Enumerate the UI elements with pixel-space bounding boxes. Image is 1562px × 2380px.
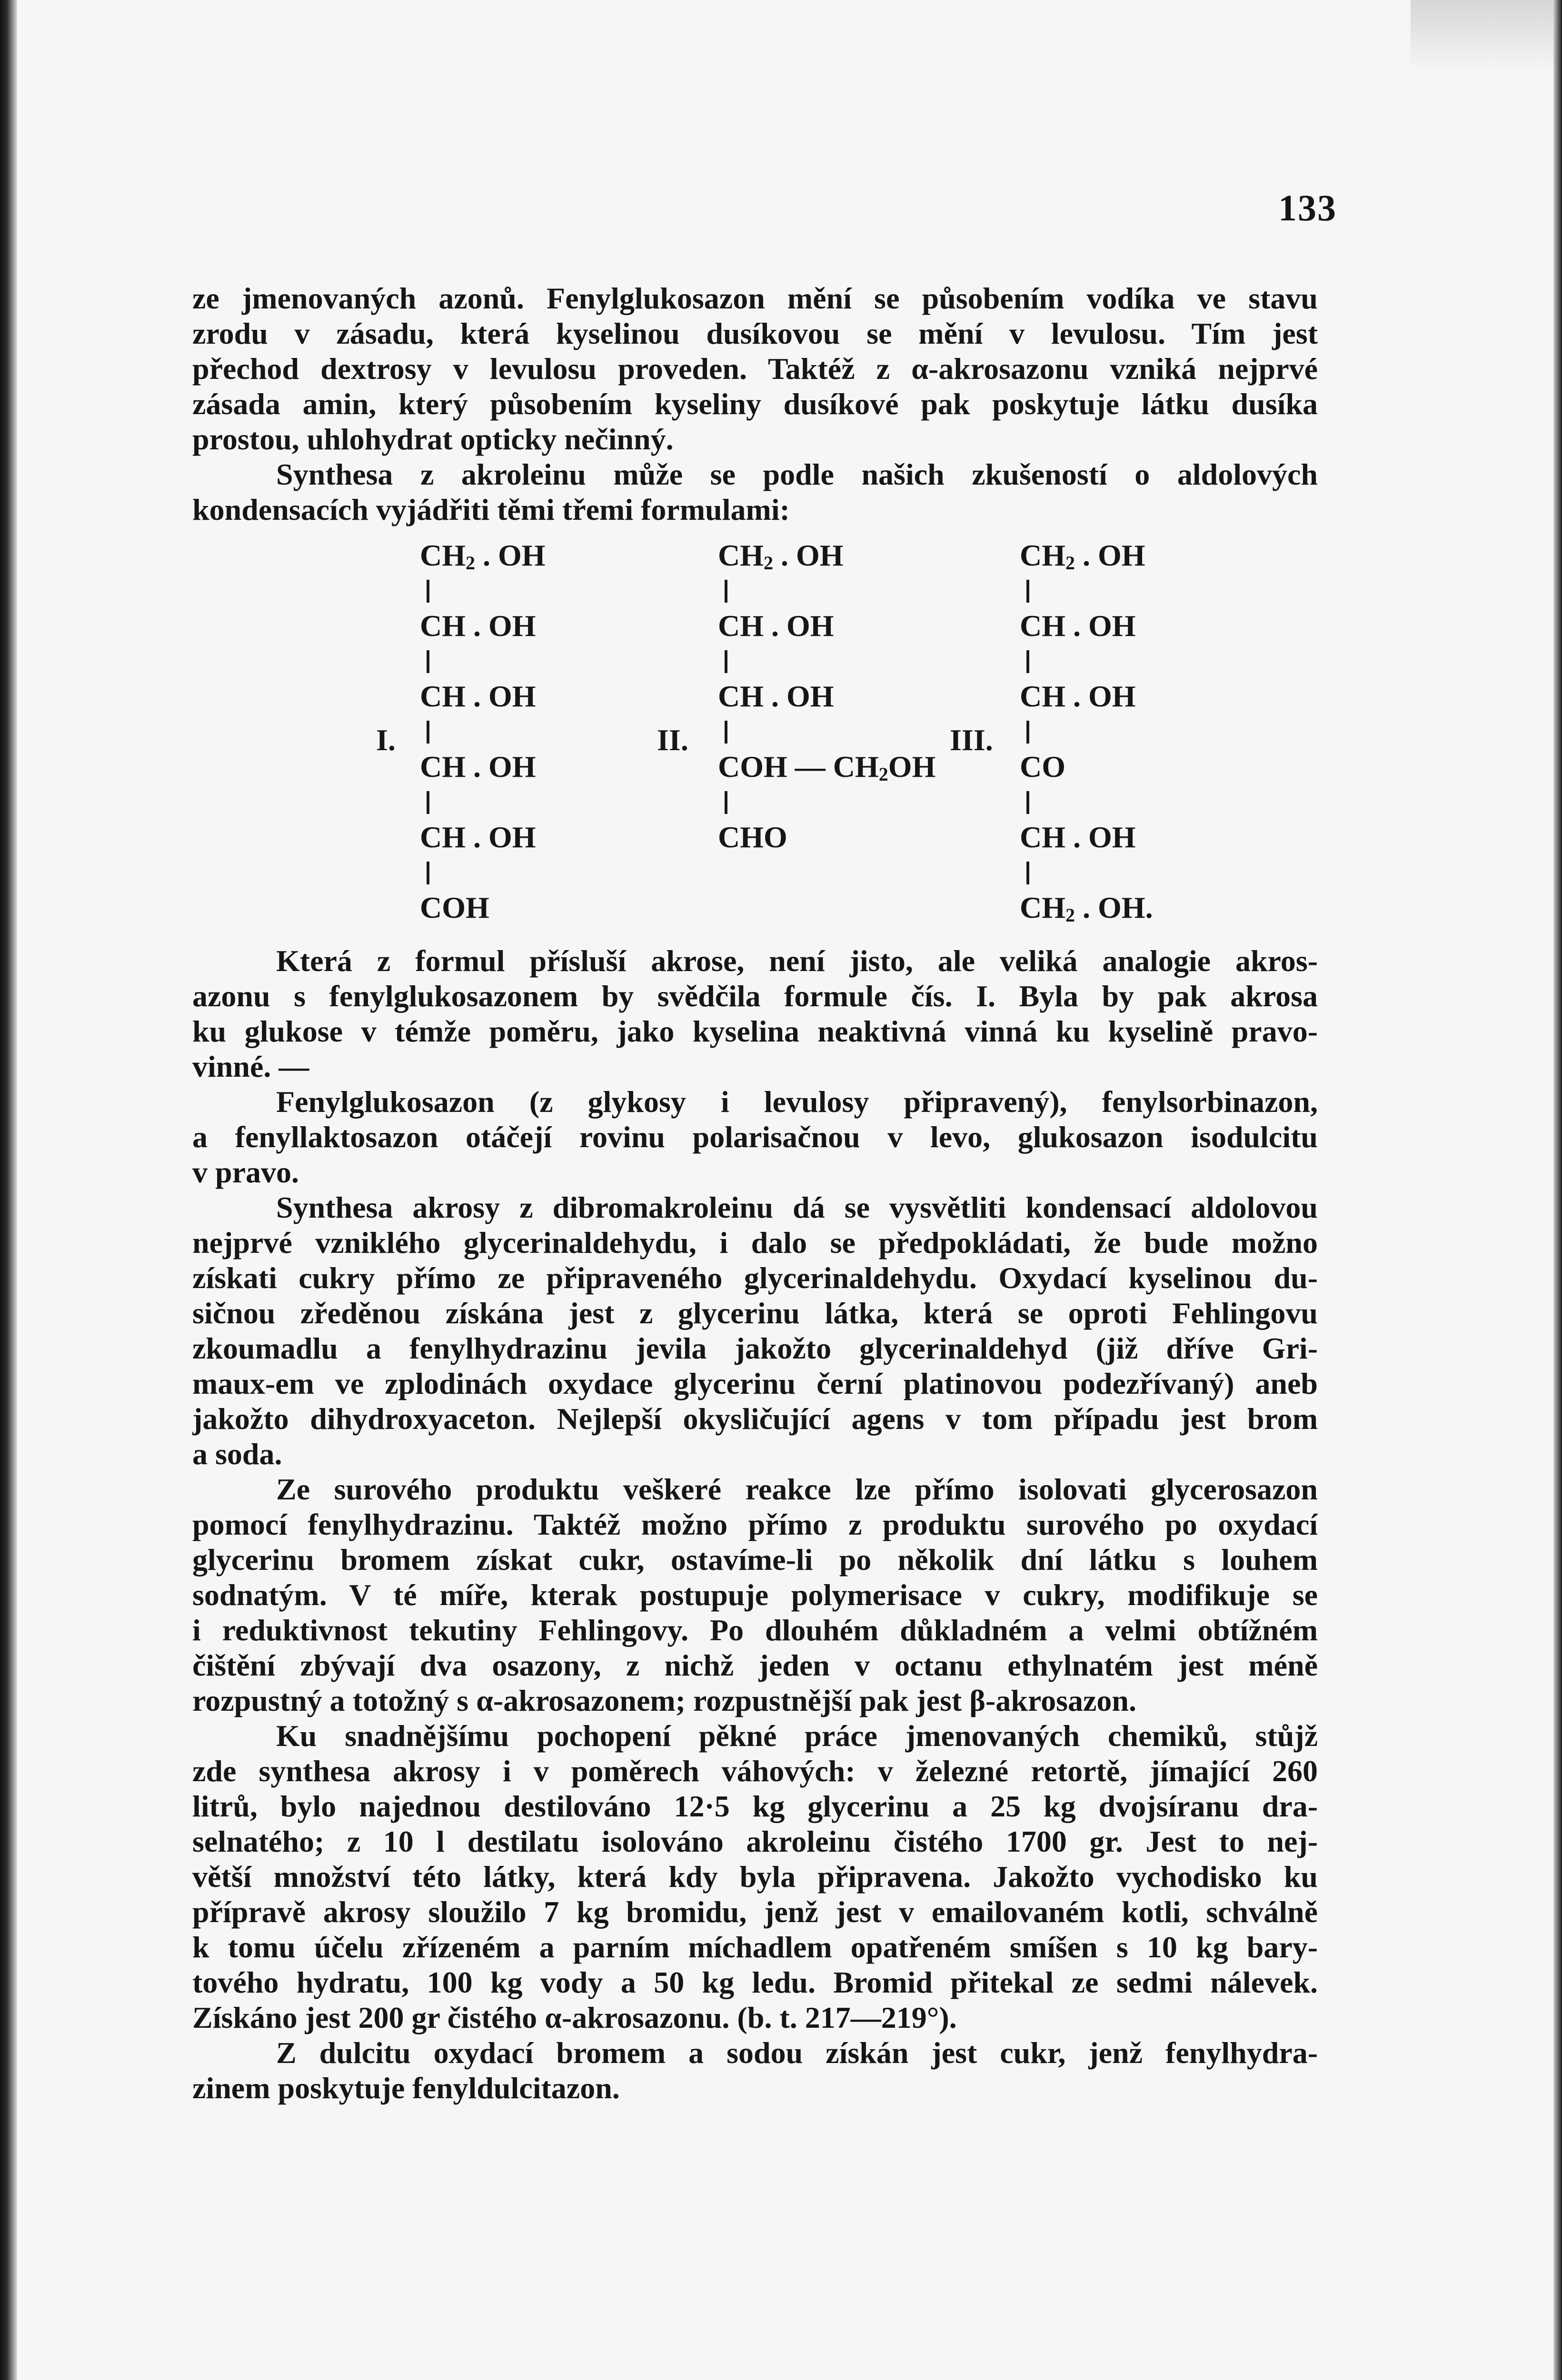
text-line: a soda. (192, 1437, 282, 1471)
formula-group: CH . OH (718, 609, 834, 643)
page-number: 133 (1278, 187, 1337, 228)
text-line: zkoumadlu a fenylhydrazinu jevila jakožto glycerinaldehyd (již dříve Gri- (192, 1331, 1318, 1365)
formula-group: $CH_2$ . OH (420, 538, 546, 574)
text-line: Získáno jest 200 gr čistého α-akrosazonu. (b. t. 217—219°). (192, 2001, 957, 2034)
text-line: i reduktivnost tekutiny Fehlingovy. Po dlouhém důkladném a velmi obtížném (192, 1613, 1318, 1647)
text-line: sodnatým. V té míře, kterak postupuje polymerisace v cukry, modifikuje se (192, 1578, 1318, 1612)
formula-group: $CH_2$ . OH (718, 538, 844, 574)
single-bond (725, 721, 727, 744)
text-line: zde synthesa akrosy i v poměrech váhových: v železné retortě, jímající 260 (192, 1754, 1318, 1788)
text-line: větší množství této látky, která kdy byla připravena. Jakožto vychodisko ku (192, 1860, 1318, 1894)
text-line: Která z formul přísluší akrose, není jisto, ale veliká analogie akros- (276, 944, 1318, 978)
formula-group: CH . OH (1020, 820, 1136, 854)
text-line: Z dulcitu oxydací bromem a sodou získán jest cukr, jenž fenylhydra- (276, 2036, 1318, 2070)
text-line: litrů, bylo najednou destilováno 12·5 kg glycerinu a 25 kg dvojsíranu dra- (192, 1789, 1318, 1823)
formula-group: CH . OH (420, 679, 536, 713)
text-line: přechod dextrosy v levulosu proveden. Taktéž z α-akrosazonu vzniká nejprvé (192, 352, 1318, 386)
single-bond (1026, 862, 1029, 884)
text-line: zrodu v zásadu, která kyselinou dusíkovou se mění v levulosu. Tím jest (192, 317, 1318, 350)
text-line: ku glukose v témže poměru, jako kyselina neaktivná vinná ku kyselině pravo- (192, 1014, 1318, 1048)
text-line: ze jmenovaných azonů. Fenylglukosazon mění se působením vodíka ve stavu (192, 281, 1318, 315)
scan-edge-right (1553, 0, 1562, 2380)
formula-label-1: I. (376, 723, 396, 757)
single-bond (427, 580, 429, 603)
text-line: získati cukry přímo ze připraveného glycerinaldehydu. Oxydací kyselinou du- (192, 1261, 1318, 1295)
text-line: Synthesa z akroleinu může se podle našich zkušeností o aldolových (276, 457, 1318, 491)
text-line: k tomu účelu zřízeném a parním míchadlem opatřeném smíšen s 10 kg bary- (192, 1930, 1318, 1964)
text-line: kondensacích vyjádřiti těmi třemi formulami: (192, 493, 790, 526)
text-line: v pravo. (192, 1155, 299, 1189)
single-bond (427, 650, 429, 673)
text-line: glycerinu bromem získat cukr, ostavíme-li po několik dní látku s louhem (192, 1543, 1318, 1577)
formula-group: CH . OH (1020, 679, 1136, 713)
text-line: přípravě akrosy sloužilo 7 kg bromidu, jenž jest v emailovaném kotli, schválně (192, 1895, 1318, 1929)
text-line: Ku snadnějšímu pochopení pěkné práce jmenovaných chemiků, stůjž (276, 1719, 1318, 1753)
text-line: a fenyllaktosazon otáčejí rovinu polarisačnou v levo, glukosazon isodulcitu (192, 1120, 1318, 1154)
text-line: Ze surového produktu veškeré reakce lze přímo isolovati glycerosazon (276, 1472, 1318, 1506)
formula-group: CH . OH (718, 679, 834, 713)
formula-group: CHO (718, 820, 787, 854)
text-line: rozpustný a totožný s α-akrosazonem; rozpustnější pak jest β-akrosazon. (192, 1684, 1136, 1717)
text-line: sičnou zředěnou získána jest z glycerinu látka, která se oproti Fehlingovu (192, 1296, 1318, 1330)
text-line: prostou, uhlohydrat opticky nečinný. (192, 422, 674, 456)
single-bond (427, 862, 429, 884)
formula-group: CH . OH (1020, 609, 1136, 643)
text-line: pomocí fenylhydrazinu. Taktéž možno přímo z produktu surového po oxydací (192, 1507, 1318, 1541)
single-bond (725, 650, 727, 673)
formula-label-3: III. (950, 723, 993, 757)
single-bond (427, 791, 429, 814)
text-line: vinné. — (192, 1050, 309, 1083)
text-line: tového hydratu, 100 kg vody a 50 kg ledu. Bromid přitekal ze sedmi nálevek. (192, 1965, 1318, 1999)
formula-group: COH (420, 891, 489, 924)
text-line: azonu s fenylglukosazonem by svědčila formule čís. I. Byla by pak akrosa (192, 979, 1318, 1013)
formula-group: $CH_2$ . OH (1020, 538, 1145, 574)
formula-group: $CH_2$ . OH. (1020, 891, 1153, 926)
text-line: selnatého; z 10 l destilatu isolováno akroleinu čistého 1700 gr. Jest to nej- (192, 1825, 1318, 1858)
single-bond (1026, 650, 1029, 673)
scan-edge-left (0, 0, 17, 2380)
text-line: zinem poskytuje fenyldulcitazon. (192, 2071, 620, 2105)
text-line: nejprvé vzniklého glycerinaldehydu, i dalo se předpokládati, že bude možno (192, 1226, 1318, 1259)
single-bond (1026, 721, 1029, 744)
formula-figure (0, 538, 1562, 947)
text-line: čištění zbývají dva osazony, z nichž jeden v octanu ethylnatém jest méně (192, 1648, 1318, 1682)
formula-group: COH — $CH_2OH$ (718, 750, 936, 785)
text-block-bottom (192, 943, 1318, 2106)
formula-group: CH . OH (420, 750, 536, 783)
single-bond (1026, 791, 1029, 814)
text-block-top (192, 281, 1318, 527)
formula-group: CO (1020, 750, 1065, 783)
formula-group: CH . OH (420, 820, 536, 854)
text-line: jakožto dihydroxyaceton. Nejlepší okysličující agens v tom případu jest brom (192, 1402, 1318, 1436)
text-line: Synthesa akrosy z dibromakroleinu dá se vysvětliti kondensací aldolovou (276, 1190, 1318, 1224)
single-bond (1026, 580, 1029, 603)
text-line: Fenylglukosazon (z glykosy i levulosy připravený), fenylsorbinazon, (276, 1085, 1318, 1119)
single-bond (725, 580, 727, 603)
single-bond (725, 791, 727, 814)
scan-corner-shadow (1411, 0, 1553, 71)
formula-label-2: II. (657, 723, 688, 757)
single-bond (427, 721, 429, 744)
text-line: zásada amin, který působením kyseliny dusíkové pak poskytuje látku dusíka (192, 387, 1318, 421)
formula-group: CH . OH (420, 609, 536, 643)
text-line: maux-em ve zplodinách oxydace glycerinu černí platinovou podezřívaný) aneb (192, 1367, 1318, 1400)
